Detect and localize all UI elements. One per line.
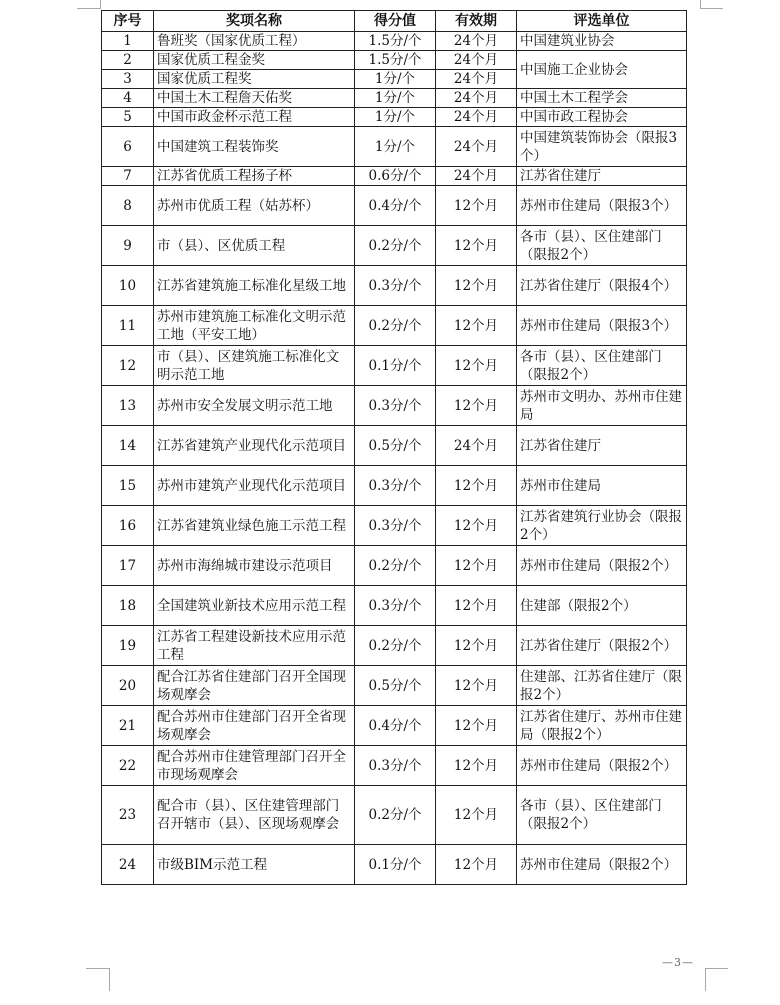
cell-organization: 苏州市住建局（限报2个） <box>517 546 687 586</box>
cell-organization: 中国土木工程学会 <box>517 89 687 108</box>
table-row <box>102 51 687 70</box>
cell-score: 1分/个 <box>355 127 436 167</box>
cell-award-name: 市级BIM示范工程 <box>154 845 355 885</box>
table-row <box>102 845 687 885</box>
cell-no: 1 <box>102 32 154 51</box>
cell-validity: 12个月 <box>436 346 517 386</box>
cell-validity: 12个月 <box>436 506 517 546</box>
cell-no: 18 <box>102 586 154 626</box>
table-row <box>102 346 687 386</box>
table-row <box>102 108 687 127</box>
cell-score: 1分/个 <box>355 89 436 108</box>
cell-score: 0.2分/个 <box>355 306 436 346</box>
cell-validity: 12个月 <box>436 586 517 626</box>
cell-score: 0.2分/个 <box>355 226 436 266</box>
cell-score: 0.4分/个 <box>355 706 436 746</box>
cell-award-name: 江苏省工程建设新技术应用示范工程 <box>154 626 355 666</box>
table-row <box>102 167 687 186</box>
table-row <box>102 586 687 626</box>
header-no: 序号 <box>102 11 154 32</box>
cell-no: 3 <box>102 70 154 89</box>
cell-validity: 12个月 <box>436 266 517 306</box>
cell-award-name: 鲁班奖（国家优质工程） <box>154 32 355 51</box>
cell-no: 17 <box>102 546 154 586</box>
table-row <box>102 127 687 167</box>
cell-score: 0.2分/个 <box>355 786 436 845</box>
table-row <box>102 746 687 786</box>
table-row <box>102 386 687 426</box>
cell-validity: 12个月 <box>436 845 517 885</box>
cell-no: 10 <box>102 266 154 306</box>
cell-organization: 江苏省住建厅 <box>517 167 687 186</box>
cell-award-name: 苏州市安全发展文明示范工地 <box>154 386 355 426</box>
cell-validity: 24个月 <box>436 32 517 51</box>
cell-organization: 中国建筑业协会 <box>517 32 687 51</box>
cell-validity: 12个月 <box>436 306 517 346</box>
cell-organization: 江苏省住建厅（限报2个） <box>517 626 687 666</box>
cell-award-name: 苏州市建筑施工标准化文明示范工地（平安工地） <box>154 306 355 346</box>
cell-award-name: 市（县）、区建筑施工标准化文明示范工地 <box>154 346 355 386</box>
cell-award-name: 江苏省优质工程扬子杯 <box>154 167 355 186</box>
cell-validity: 12个月 <box>436 466 517 506</box>
header-organization: 评选单位 <box>517 11 687 32</box>
cell-organization: 苏州市住建局（限报2个） <box>517 746 687 786</box>
cell-validity: 12个月 <box>436 626 517 666</box>
cell-score: 0.3分/个 <box>355 506 436 546</box>
crop-mark-bottom-left <box>86 968 110 991</box>
cell-no: 22 <box>102 746 154 786</box>
cell-organization: 各市（县）、区住建部门（限报2个） <box>517 786 687 845</box>
cell-validity: 24个月 <box>436 127 517 167</box>
cell-score: 1.5分/个 <box>355 51 436 70</box>
table-row <box>102 506 687 546</box>
cell-score: 0.6分/个 <box>355 167 436 186</box>
cell-no: 2 <box>102 51 154 70</box>
cell-no: 13 <box>102 386 154 426</box>
cell-validity: 12个月 <box>436 746 517 786</box>
table-row <box>102 626 687 666</box>
cell-award-name: 江苏省建筑施工标准化星级工地 <box>154 266 355 306</box>
cell-no: 21 <box>102 706 154 746</box>
cell-award-name: 苏州市海绵城市建设示范项目 <box>154 546 355 586</box>
table-row <box>102 426 687 466</box>
cell-award-name: 江苏省建筑业绿色施工示范工程 <box>154 506 355 546</box>
header-award-name: 奖项名称 <box>154 11 355 32</box>
cell-validity: 12个月 <box>436 546 517 586</box>
cell-award-name: 市（县）、区优质工程 <box>154 226 355 266</box>
cell-no: 9 <box>102 226 154 266</box>
cell-score: 0.2分/个 <box>355 626 436 666</box>
cell-organization: 苏州市住建局（限报2个） <box>517 845 687 885</box>
cell-no: 20 <box>102 666 154 706</box>
cell-no: 4 <box>102 89 154 108</box>
cell-validity: 12个月 <box>436 666 517 706</box>
cell-validity: 24个月 <box>436 167 517 186</box>
crop-mark-bottom-right <box>705 968 728 991</box>
cell-score: 1.5分/个 <box>355 32 436 51</box>
cell-score: 1分/个 <box>355 108 436 127</box>
cell-award-name: 中国市政金杯示范工程 <box>154 108 355 127</box>
cell-validity: 12个月 <box>436 786 517 845</box>
cell-score: 0.5分/个 <box>355 666 436 706</box>
table-row <box>102 89 687 108</box>
cell-score: 0.3分/个 <box>355 466 436 506</box>
crop-mark-top-left <box>77 0 101 9</box>
cell-score: 0.5分/个 <box>355 426 436 466</box>
cell-no: 14 <box>102 426 154 466</box>
cell-organization: 苏州市住建局（限报3个） <box>517 186 687 226</box>
cell-no: 19 <box>102 626 154 666</box>
cell-no: 24 <box>102 845 154 885</box>
cell-award-name: 中国土木工程詹天佑奖 <box>154 89 355 108</box>
cell-organization: 苏州市住建局（限报3个） <box>517 306 687 346</box>
cell-no: 15 <box>102 466 154 506</box>
cell-no: 6 <box>102 127 154 167</box>
cell-organization: 江苏省住建厅、苏州市住建局（限报2个） <box>517 706 687 746</box>
table-row <box>102 706 687 746</box>
header-validity: 有效期 <box>436 11 517 32</box>
cell-organization: 中国施工企业协会 <box>517 51 687 89</box>
cell-no: 5 <box>102 108 154 127</box>
cell-award-name: 配合市（县）、区住建管理部门召开辖市（县）、区现场观摩会 <box>154 786 355 845</box>
cell-score: 0.3分/个 <box>355 266 436 306</box>
award-scoring-table <box>101 10 687 885</box>
cell-score: 0.3分/个 <box>355 386 436 426</box>
table-row <box>102 306 687 346</box>
cell-score: 0.2分/个 <box>355 546 436 586</box>
cell-organization: 中国建筑装饰协会（限报3个） <box>517 127 687 167</box>
cell-no: 23 <box>102 786 154 845</box>
cell-award-name: 配合江苏省住建部门召开全国现场观摩会 <box>154 666 355 706</box>
cell-award-name: 配合苏州市住建部门召开全省现场观摩会 <box>154 706 355 746</box>
cell-validity: 12个月 <box>436 706 517 746</box>
page-number: —3— <box>662 956 694 969</box>
cell-award-name: 苏州市建筑产业现代化示范项目 <box>154 466 355 506</box>
cell-organization: 住建部（限报2个） <box>517 586 687 626</box>
cell-organization: 江苏省住建厅（限报4个） <box>517 266 687 306</box>
cell-score: 0.4分/个 <box>355 186 436 226</box>
cell-score: 0.1分/个 <box>355 845 436 885</box>
cell-award-name: 江苏省建筑产业现代化示范项目 <box>154 426 355 466</box>
cell-organization: 住建部、江苏省住建厅（限报2个） <box>517 666 687 706</box>
cell-no: 8 <box>102 186 154 226</box>
cell-score: 0.3分/个 <box>355 586 436 626</box>
cell-validity: 12个月 <box>436 386 517 426</box>
cell-validity: 12个月 <box>436 186 517 226</box>
cell-validity: 12个月 <box>436 226 517 266</box>
cell-organization: 苏州市文明办、苏州市住建局 <box>517 386 687 426</box>
cell-no: 11 <box>102 306 154 346</box>
table-header-row <box>102 11 687 32</box>
table-row <box>102 266 687 306</box>
table-row <box>102 546 687 586</box>
cell-score: 0.1分/个 <box>355 346 436 386</box>
table-row <box>102 666 687 706</box>
cell-no: 16 <box>102 506 154 546</box>
cell-award-name: 国家优质工程奖 <box>154 70 355 89</box>
table-row <box>102 226 687 266</box>
cell-organization: 各市（县）、区住建部门（限报2个） <box>517 226 687 266</box>
cell-validity: 24个月 <box>436 70 517 89</box>
table-row <box>102 786 687 845</box>
cell-validity: 24个月 <box>436 426 517 466</box>
table-row <box>102 32 687 51</box>
cell-no: 12 <box>102 346 154 386</box>
crop-mark-top-right <box>700 0 723 9</box>
cell-organization: 各市（县）、区住建部门（限报2个） <box>517 346 687 386</box>
cell-award-name: 国家优质工程金奖 <box>154 51 355 70</box>
cell-award-name: 全国建筑业新技术应用示范工程 <box>154 586 355 626</box>
cell-award-name: 苏州市优质工程（姑苏杯） <box>154 186 355 226</box>
cell-award-name: 中国建筑工程装饰奖 <box>154 127 355 167</box>
cell-organization: 苏州市住建局 <box>517 466 687 506</box>
cell-organization: 江苏省住建厅 <box>517 426 687 466</box>
header-score: 得分值 <box>355 11 436 32</box>
cell-validity: 24个月 <box>436 89 517 108</box>
cell-organization: 中国市政工程协会 <box>517 108 687 127</box>
table-row <box>102 466 687 506</box>
cell-validity: 24个月 <box>436 108 517 127</box>
cell-score: 1分/个 <box>355 70 436 89</box>
cell-validity: 24个月 <box>436 51 517 70</box>
table-row <box>102 186 687 226</box>
cell-award-name: 配合苏州市住建管理部门召开全市现场观摩会 <box>154 746 355 786</box>
cell-organization: 江苏省建筑行业协会（限报2个） <box>517 506 687 546</box>
cell-no: 7 <box>102 167 154 186</box>
cell-score: 0.3分/个 <box>355 746 436 786</box>
